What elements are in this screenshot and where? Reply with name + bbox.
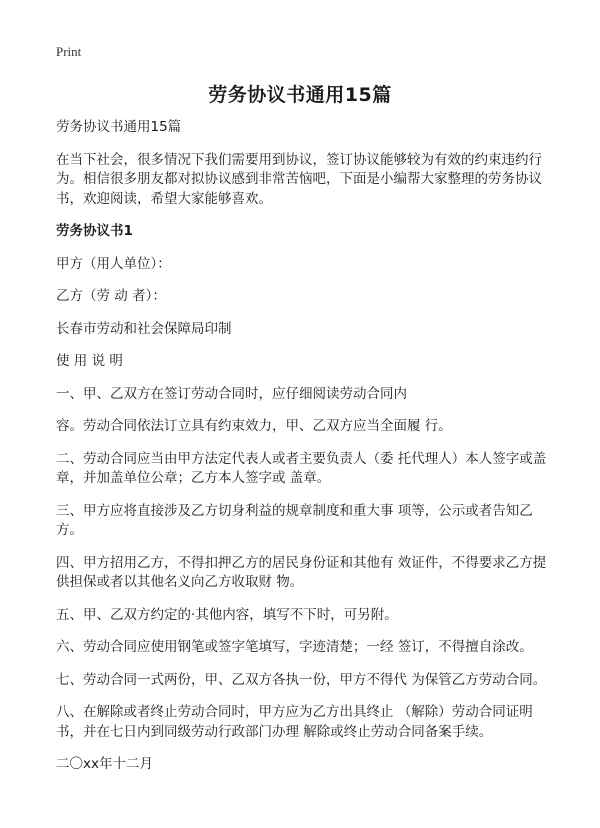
party-b-line: 乙方（劳 动 者）： — [56, 288, 166, 304]
instruction-paragraph: 二、劳动合同应当由甲方法定代表人或者主要负责人（委 托代理人）本人签字或盖章，并加盖单位公章；乙方本人签字或 盖章。 — [56, 450, 547, 486]
instruction-paragraph: 六、劳动合同应使用钢笔或签字笔填写，字迹清楚；一经 签订，不得擅自涂改。 — [56, 639, 533, 655]
document-body — [56, 118, 552, 788]
date-line: 二〇xx年十二月 — [56, 756, 153, 772]
instructions-heading: 使 用 说 明 — [56, 353, 123, 369]
instruction-paragraph: 五、甲、乙双方约定的·其他内容，填写不下时，可另附。 — [56, 606, 398, 623]
intro-paragraph: 在当下社会，很多情况下我们需要用到协议，签订协议能够较为有效的约束违约行为。相信很多朋友都对拟协议感到非常苦恼吧，下面是小编帮大家整理的劳务协议书，欢迎阅读，希望大家能够喜欢。 — [56, 151, 542, 207]
instruction-paragraph: 三、甲方应将直接涉及乙方切身利益的规章制度和重大事 项等，公示或者告知乙方。 — [56, 502, 533, 538]
instruction-paragraph: 七、劳动合同一式两份，甲、乙双方各执一份，甲方不得代 为保管乙方劳动合同。 — [56, 671, 547, 688]
document-subtitle: 劳务协议书通用15篇 — [56, 119, 182, 135]
instruction-paragraph: 一、甲、乙双方在签订劳动合同时，应仔细阅读劳动合同内 — [56, 385, 407, 402]
page-title: 劳务协议书通用15篇 — [208, 84, 392, 106]
print-label[interactable]: Print — [56, 44, 82, 59]
party-a-line: 甲方（用人单位）： — [56, 255, 171, 272]
issuer-line: 长春市劳动和社会保障局印制 — [56, 320, 232, 337]
instruction-paragraph: 容。劳动合同依法订立具有约束效力，甲、乙双方应当全面履 行。 — [56, 418, 452, 434]
instruction-paragraph: 四、甲方招用乙方，不得扣押乙方的居民身份证和其他有 效证件，不得要求乙方提供担保或者以其他名义向乙方收取财 物。 — [56, 554, 547, 590]
section-heading: 劳务协议书1 — [56, 223, 133, 239]
instruction-paragraph: 八、在解除或者终止劳动合同时，甲方应为乙方出具终止 （解除）劳动合同证明书，并在七日内到同级劳动行政部门办理 解除或终止劳动合同备案手续。 — [56, 704, 533, 740]
